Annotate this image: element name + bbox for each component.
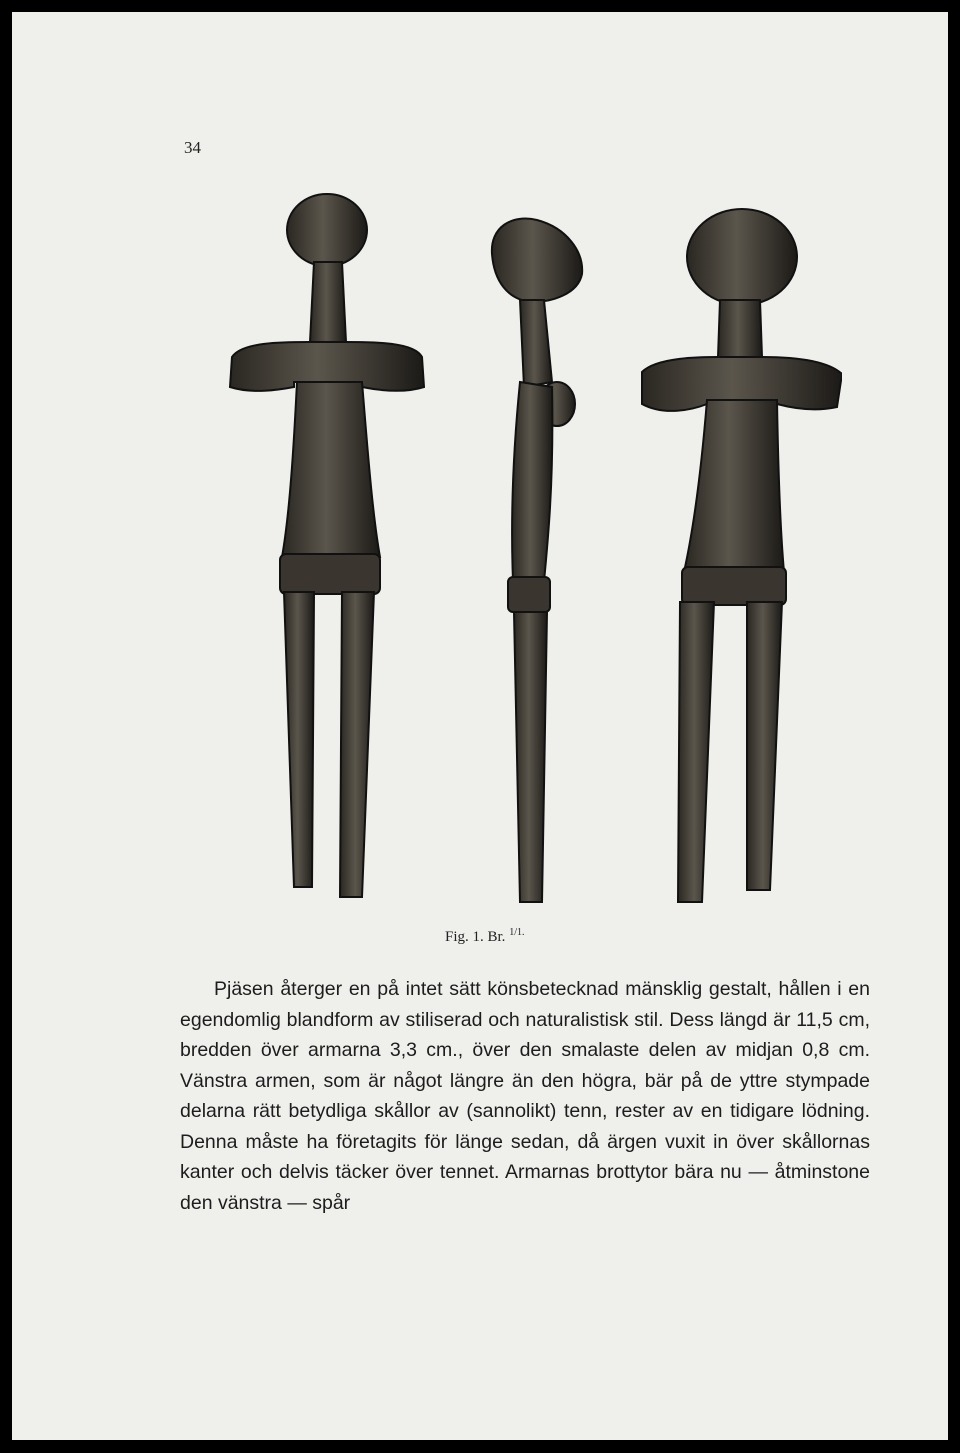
figurine-photo [202,182,842,917]
figure-caption [445,927,524,946]
figurine-side-view [492,219,582,902]
figurine-front-view [230,194,424,897]
caption-label: Fig. 1. Br. [445,929,510,945]
body-paragraph: Pjäsen återger en på intet sätt könsbetecknad mänsklig gestalt, hållen i en egendomlig blandform av stiliserad och naturalistisk stil. Dess längd är 11,5 cm, bredden över armarna 3,3 cm., över den smalaste delen av midjan 0,8 cm. Vänstra armen, som är något längre än den högra, bär på de yttre stympade delarna rätt betydliga skållor av (sannolikt) tenn, rester av en tidigare lödning. Denna måste ha företagits för länge sedan, då ärgen vuxit in över skållornas kanter och delvis täcker över tennet. Armarnas brottytor bära nu — åtminstone den vänstra — spår [180,978,870,1214]
page-number: 34 [184,138,201,157]
caption-scale: 1/1. [509,927,525,938]
scanned-page [12,12,948,1440]
figurines-image [202,182,842,917]
figurine-face-view [642,209,842,902]
